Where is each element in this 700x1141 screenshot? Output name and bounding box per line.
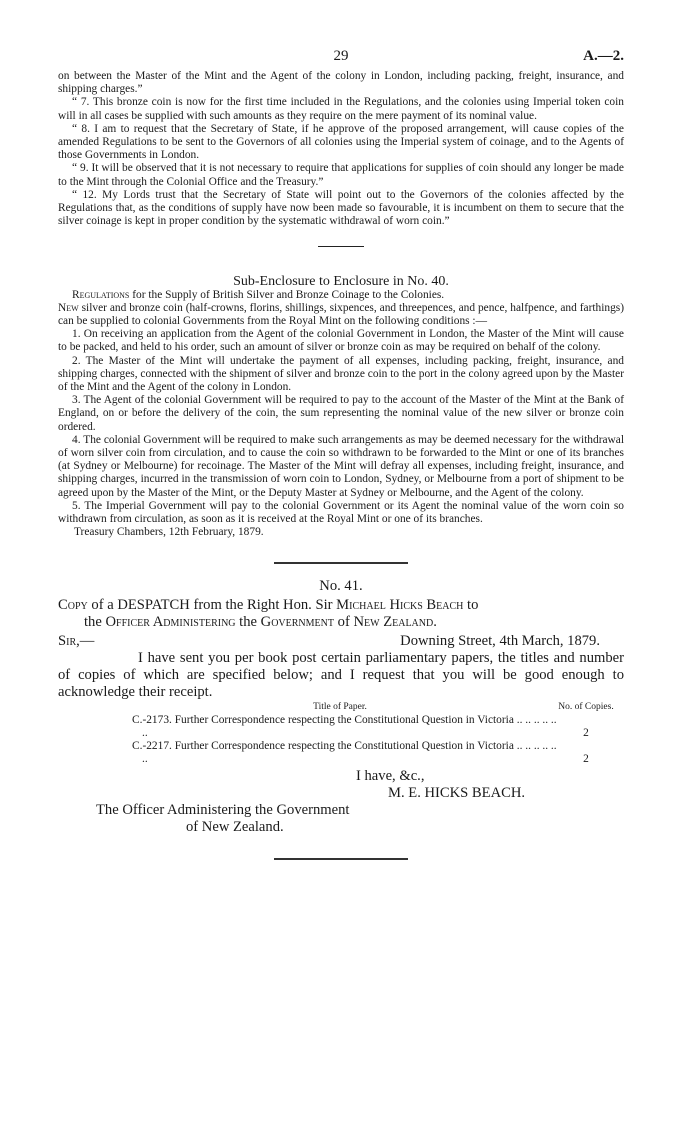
title-recipient: Officer Administering: [105, 613, 236, 630]
closing: I have, &c.,: [356, 767, 425, 784]
despatch-body: I have sent you per book post certain parliamentary papers, the titles and number of copies of which are specified below; and I request that you will be good enough to acknowledge their receipt.: [58, 649, 624, 700]
title-text: Right Hon. Sir: [246, 596, 333, 613]
title-text: from the: [189, 596, 247, 613]
title-sender: Michael Hicks Beach: [336, 596, 464, 613]
despatch: [58, 578, 624, 836]
despatch-number: No. 41.: [319, 577, 363, 594]
paper-title-text: C.-2173. Further Correspondence respecting the Constitutional Question in Victoria ..: [132, 713, 523, 726]
heading-rest: for the Supply of British Silver and Bronze Coinage to the Colonies.: [129, 288, 445, 301]
paragraph: 5. The Imperial Government will pay to the colonial Government or its Agent the nominal value of the worn coin so withdrawn from circulation, as soon as it is received at the Royal Mint or one of its branches.: [58, 499, 624, 526]
paper-title: [122, 740, 558, 766]
section-divider: [274, 858, 408, 860]
salutation-row: [58, 633, 624, 650]
title-text: the: [235, 613, 261, 630]
paragraph: 4. The colonial Government will be required to make such arrangements as may be deemed necessary for the withdrawal of worn silver coin from circulation, and to cause the coin so withdrawn to be forwarded to the Mint or one of its branches (at Sydney or Melbourne) for recoinage. The Master of the Mint will defray all expenses, including freight, insurance, and shipping charges, incurred in the transmission of worn coin to London, Sydney, or Melbourne from a port of shipment to be agreed upon by the Master of the Mint, or the Deputy Master at Sydney or Melbourne, and the Agent of the colony.: [58, 433, 624, 499]
despatch-title: [58, 597, 624, 631]
section-divider: [318, 246, 364, 247]
paragraph: 3. The Agent of the colonial Government will be required to pay to the account of the Master of the Mint at the Bank of England, on or before the delivery of the coin, the sum representing the nominal value of the new silver or bronze coin ordered.: [58, 394, 624, 433]
addressee-line: The Officer Administering the Government: [96, 801, 350, 818]
paragraph: 1. On receiving an application from the Agent of the colonial Government in London, the Master of the Mint will cause to be packed, and held to his order, such an amount of silver or bronze coin as may be required on behalf of the colony.: [58, 328, 624, 354]
addressee-line: of New Zealand.: [186, 818, 284, 835]
header-title: Title of Paper.: [313, 701, 367, 712]
sub-enclosure: [58, 275, 624, 539]
salutation: Sir,—: [58, 632, 95, 649]
table-row: [122, 714, 614, 740]
paper-title-text: C.-2217. Further Correspondence respecting the Constitutional Question in Victoria ..: [132, 739, 523, 752]
paper-leader-dots: .. .. .. .. ..: [142, 739, 557, 765]
title-text: of: [334, 613, 354, 630]
title-text: to: [463, 596, 479, 613]
place-date: Downing Street, 4th March, 1879.: [400, 632, 600, 649]
intro-paragraph: [58, 302, 624, 328]
paper-copies: 2: [583, 726, 589, 739]
paragraph: “ 7. This bronze coin is now for the first time included in the Regulations, and the colonies using Imperial token coin will in all cases be supplied with such amounts as they require on the mere payment of its nominal value.: [58, 96, 624, 122]
letter-continuation: [58, 70, 624, 228]
paper-title: [122, 714, 558, 740]
title-text: .: [433, 613, 437, 630]
header-copies: No. of Copies.: [558, 701, 614, 712]
document-page: [58, 48, 624, 874]
intro-rest: silver and bronze coin (half-crowns, florins, shillings, sixpences, and threepences, and pence, halfpence, and farthings) can be supplied to colonial Governments from the Royal Mint on the following conditions :—: [58, 301, 624, 328]
paper-leader-dots: .. .. .. .. ..: [142, 713, 557, 739]
heading-lead: Regulations: [72, 288, 130, 301]
paragraph: on between the Master of the Mint and the Agent of the colony in London, including packing, freight, insurance, and shipping charges.”: [58, 70, 624, 96]
table-row: [122, 740, 614, 766]
section-divider: [274, 562, 408, 564]
title-despatch: DESPATCH: [117, 596, 190, 613]
title-recipient: Government: [260, 613, 334, 630]
title-copy: Copy: [58, 596, 88, 613]
title-text: of a: [87, 596, 118, 613]
title-text: the: [84, 613, 106, 630]
papers-table: [122, 701, 614, 766]
title-colony: New Zealand: [353, 613, 434, 630]
sub-enclosure-title: Sub-Enclosure to Enclosure in No. 40.: [233, 274, 449, 290]
paragraph: 2. The Master of the Mint will undertake the payment of all expenses, including packing, freight, insurance, and shipping charges, connected with the shipment of silver and bronze coin to the port in the colony agreed upon by the Master of the Mint and the Agent of the colony in London.: [58, 354, 624, 394]
regulations-heading: [58, 289, 624, 302]
signatory: M. E. HICKS BEACH.: [388, 784, 526, 801]
page-header: [58, 48, 624, 70]
document-reference: A.—2.: [583, 48, 624, 64]
paragraph: “ 9. It will be observed that it is not necessary to require that applications for supplies of coin should any longer be made to the Mint through the Colonial Office and the Treasury.”: [58, 162, 624, 188]
treasury-signature: Treasury Chambers, 12th February, 1879.: [74, 526, 264, 539]
paragraph: “ 12. My Lords trust that the Secretary of State will point out to the Governors of the colonies affected by the Regulations that, as the conditions of supply have now been made so favourable, it is incumbent on them to secure that the silver coinage is kept in proper condition by the systematic withdrawal of worn coin.”: [58, 188, 624, 228]
paper-copies: 2: [583, 752, 589, 765]
page-number: 29: [333, 48, 349, 64]
paragraph: “ 8. I am to request that the Secretary of State, if he approve of the proposed arrangement, will cause copies of the amended Regulations to be sent to the Governors of all colonies using the Imperial system of coinage, and to the Agents of those Governments in London.: [58, 122, 624, 162]
intro-lead: New: [58, 301, 79, 314]
table-header: [122, 701, 614, 714]
